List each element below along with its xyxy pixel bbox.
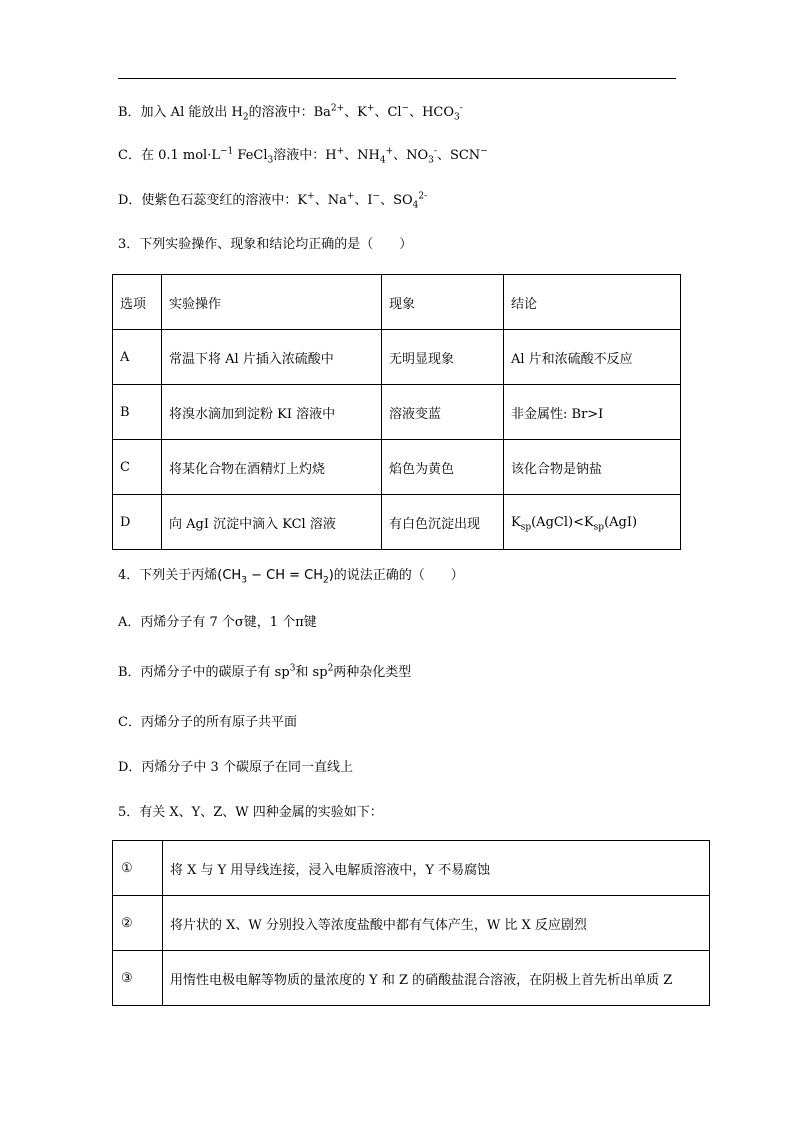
table-cell: A <box>113 330 162 385</box>
table-cell: Al 片和浓硫酸不反应 <box>504 330 681 385</box>
table-cell: D <box>113 495 162 550</box>
q4-option-d: D．丙烯分子中 3 个碳原子在同一直线上 <box>118 760 353 775</box>
table-row <box>113 951 710 1006</box>
q5-stem: 5．有关 X、Y、Z、W 四种金属的实验如下： <box>118 805 383 820</box>
header-cell: 实验操作 <box>162 275 382 330</box>
header-cell: 现象 <box>382 275 504 330</box>
table-cell: 将某化合物在酒精灯上灼烧 <box>162 440 382 495</box>
q4-option-c: C．丙烯分子的所有原子共平面 <box>118 715 297 730</box>
table-cell: B <box>113 385 162 440</box>
table-cell: 溶液变蓝 <box>382 385 504 440</box>
table-cell: 将片状的 X、W 分别投入等浓度盐酸中都有气体产生，W 比 X 反应剧烈 <box>163 896 710 951</box>
q5-table <box>112 840 710 1006</box>
header-rule <box>118 78 676 79</box>
q2-option-c: C．在 0.1 $mol\cdot L^{-1}$ FeCl$_3$溶液中：H+、$NH_4^+$、$NO_3^-$、SCN− <box>118 146 488 166</box>
ksp-conclusion-cell: $K_{sp}(AgCl)<K_{sp}(AgI)$ <box>504 495 681 550</box>
q4-option-a: A．丙烯分子有 7 个σ键，1 个π键 <box>118 615 317 630</box>
table-cell: ③ <box>113 951 163 1006</box>
table-cell: 该化合物是钠盐 <box>504 440 681 495</box>
q2-option-b: B．加入 Al 能放出 $H_2$的溶液中：$Ba^{2+}$、K+、Cl−、$HCO_3^-$ <box>118 103 463 123</box>
table-cell: 将溴水滴加到淀粉 KI 溶液中 <box>162 385 382 440</box>
q4-option-b: B．丙烯分子中的碳原子有 $sp^3$和 $sp^2$两种杂化类型 <box>118 663 412 680</box>
table-cell: 用惰性电极电解等物质的量浓度的 Y 和 Z 的硝酸盐混合溶液，在阴极上首先析出单质 Z <box>163 951 710 1006</box>
table-cell: ② <box>113 896 163 951</box>
table-row <box>113 495 681 550</box>
propene-formula: ($CH_3$ − CH = $CH_2$) <box>217 568 334 586</box>
q3-stem: 3．下列实验操作、现象和结论均正确的是（ ） <box>118 237 413 252</box>
table-cell: 非金属性: Br>I <box>504 385 681 440</box>
table-cell: 无明显现象 <box>382 330 504 385</box>
table-row <box>113 896 710 951</box>
table-cell: 将 X 与 Y 用导线连接，浸入电解质溶液中，Y 不易腐蚀 <box>163 841 710 896</box>
table-cell: ① <box>113 841 163 896</box>
table-cell: C <box>113 440 162 495</box>
header-cell: 结论 <box>504 275 681 330</box>
table-row <box>113 330 681 385</box>
table-row <box>113 385 681 440</box>
q2-option-d: D．使紫色石蕊变红的溶液中：K+、Na+、I−、$SO_4^{2-}$ <box>118 191 428 211</box>
table-header-row <box>113 275 681 330</box>
table-cell: 有白色沉淀出现 <box>382 495 504 550</box>
table-cell: 向 AgI 沉淀中滴入 KCl 溶液 <box>162 495 382 550</box>
q3-table <box>112 274 681 550</box>
q4-stem: 4．下列关于丙烯($CH_3$ − CH = $CH_2$)的说法正确的（ ） <box>118 568 464 586</box>
table-row <box>113 440 681 495</box>
table-cell: 常温下将 Al 片插入浓硫酸中 <box>162 330 382 385</box>
table-row <box>113 841 710 896</box>
table-cell: 焰色为黄色 <box>382 440 504 495</box>
header-cell: 选项 <box>113 275 162 330</box>
